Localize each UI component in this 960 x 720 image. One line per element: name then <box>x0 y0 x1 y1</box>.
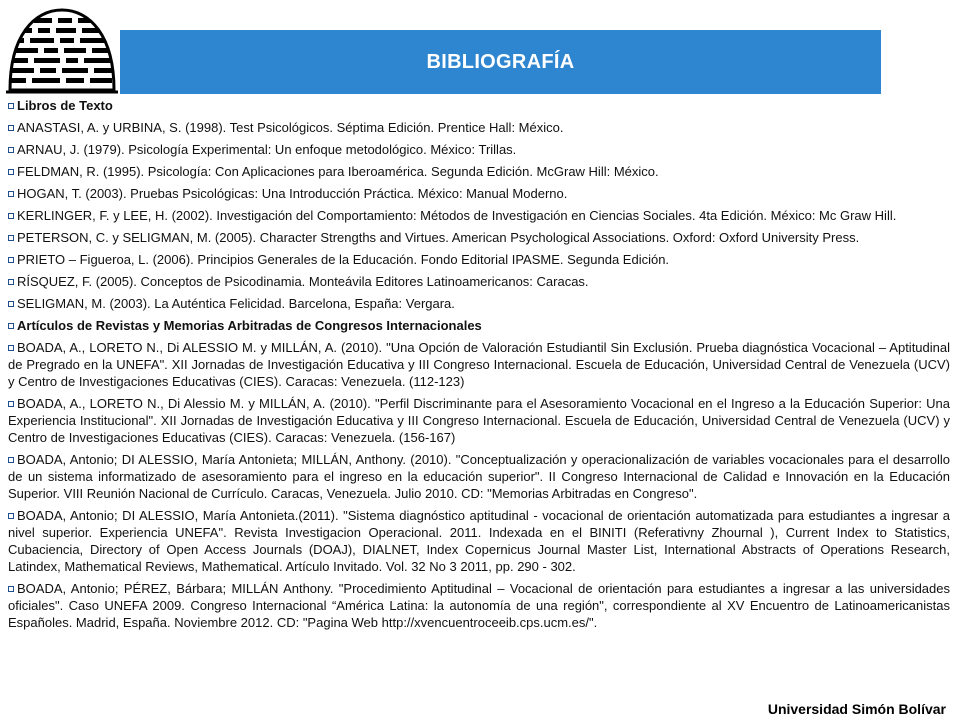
entry-text: BOADA, Antonio; PÉREZ, Bárbara; MILLÁN Anthony. "Procedimiento Aptitudinal – Vocacional de orientación para estudiantes a ingresar a las universidades oficiales". Caso UNEFA 2009. Congreso Internacional “América Latina: la autonomía de una región", correspondiente al XV Encuentro de Latinoamericanistas Españoles. Madrid, España. Noviembre 2012. CD: "Pagina Web http://xvencuentroceeib.cps.ucm.es/". <box>8 581 950 630</box>
list-item <box>8 97 950 114</box>
square-bullet-icon <box>8 235 14 241</box>
square-bullet-icon <box>8 125 14 131</box>
entry-text: SELIGMAN, M. (2003). La Auténtica Felicidad. Barcelona, España: Vergara. <box>17 296 455 311</box>
entry-text: Artículos de Revistas y Memorias Arbitradas de Congresos Internacionales <box>17 318 482 333</box>
entry-text: HOGAN, T. (2003). Pruebas Psicológicas: Una Introducción Práctica. México: Manual Moderno. <box>17 186 568 201</box>
entry-text: PETERSON, C. y SELIGMAN, M. (2005). Character Strengths and Virtues. American Psychological Associations. Oxford: Oxford University Press. <box>17 230 860 245</box>
list-item <box>8 119 950 136</box>
list-item <box>8 185 950 202</box>
list-item <box>8 163 950 180</box>
list-item <box>8 295 950 312</box>
square-bullet-icon <box>8 191 14 197</box>
list-item <box>8 507 950 575</box>
list-item <box>8 273 950 290</box>
square-bullet-icon <box>8 257 14 263</box>
page-title: BIBLIOGRAFÍA <box>426 50 575 73</box>
square-bullet-icon <box>8 213 14 219</box>
list-item <box>8 451 950 502</box>
entry-text: Libros de Texto <box>17 98 113 113</box>
square-bullet-icon <box>8 323 14 329</box>
list-item <box>8 207 950 224</box>
entry-text: RÍSQUEZ, F. (2005). Conceptos de Psicodinamia. Monteávila Editores Latinoamericanos: Caracas. <box>17 274 589 289</box>
square-bullet-icon <box>8 301 14 307</box>
entry-text: ARNAU, J. (1979). Psicología Experimental: Un enfoque metodológico. México: Trillas. <box>17 142 517 157</box>
list-item <box>8 395 950 446</box>
entry-text: BOADA, Antonio; DI ALESSIO, María Antonieta.(2011). "Sistema diagnóstico aptitudinal - vocacional de orientación automatizada para estudiantes a ingresar a nivel superior. Experiencia UNEFA". Revista Investigacion Operacional. 2011. Indexada en el BINITI (Referativny Zhournal ), Current Index to Statistics, Cubaciencia, Directory of Open Access Journals (DOAJ), DIALNET, Index Copernicus Journal Master List, International Abstracts of Operations Research, Latindex, Mathematical Reviews, Mathematical. Artículo Invitado. Vol. 32 No 3 2011, pp. 290 - 302. <box>8 508 950 574</box>
bibliography-list <box>8 97 950 636</box>
entry-text: ANASTASI, A. y URBINA, S. (1998). Test Psicológicos. Séptima Edición. Prentice Hall: México. <box>17 120 564 135</box>
title-banner <box>120 30 881 94</box>
square-bullet-icon <box>8 345 14 351</box>
list-item <box>8 339 950 390</box>
square-bullet-icon <box>8 169 14 175</box>
square-bullet-icon <box>8 103 14 109</box>
list-item <box>8 141 950 158</box>
university-logo <box>4 6 120 96</box>
entry-text: BOADA, Antonio; DI ALESSIO, María Antonieta; MILLÁN, Anthony. (2010). "Conceptualización y operacionalización de variables vocacionales para el desarrollo de un sistema informatizado de asesoramiento para el ingreso en la educación superior". II Congreso Internacional de Calidad e Innovación en la Educación Superior. VIII Reunión Nacional de Currículo. Caracas, Venezuela. Julio 2010. CD: "Memorias Arbitradas en Congreso". <box>8 452 950 501</box>
institution-footer: Universidad Simón Bolívar <box>767 701 946 717</box>
square-bullet-icon <box>8 147 14 153</box>
square-bullet-icon <box>8 513 14 519</box>
square-bullet-icon <box>8 279 14 285</box>
list-item <box>8 251 950 268</box>
list-item <box>8 229 950 246</box>
square-bullet-icon <box>8 457 14 463</box>
entry-text: FELDMAN, R. (1995). Psicología: Con Aplicaciones para Iberoamérica. Segunda Edición. McGraw Hill: México. <box>17 164 659 179</box>
square-bullet-icon <box>8 401 14 407</box>
entry-text: PRIETO – Figueroa, L. (2006). Principios Generales de la Educación. Fondo Editorial IPASME. Segunda Edición. <box>17 252 670 267</box>
list-item <box>8 580 950 631</box>
list-item <box>8 317 950 334</box>
entry-text: KERLINGER, F. y LEE, H. (2002). Investigación del Comportamiento: Métodos de Investigación en Ciencias Sociales. 4ta Edición. México: Mc Graw Hill. <box>17 208 897 223</box>
entry-text: BOADA, A., LORETO N., Di Alessio M. y MILLÁN, A. (2010). "Perfil Discriminante para el Asesoramiento Vocacional en el Ingreso a la Educación Superior: Una Experiencia Institucional". XII Jornadas de Investigación Educativa y III Congreso Internacional. Escuela de Educación, Universidad Central de Venezuela (UCV) y Centro de Investigaciones Educativas (CIES). Caracas: Venezuela. (156-167) <box>8 396 950 445</box>
entry-text: BOADA, A., LORETO N., Di ALESSIO M. y MILLÁN, A. (2010). "Una Opción de Valoración Estudiantil Sin Exclusión. Prueba diagnóstica Vocacional – Aptitudinal de Pregrado en la UNEFA". XII Jornadas de Investigación Educativa y III Congreso Internacional. Escuela de Educación, Universidad Central de Venezuela (UCV) y Centro de Investigaciones Educativas (CIES). Caracas: Venezuela. (112-123) <box>8 340 950 389</box>
square-bullet-icon <box>8 586 14 592</box>
